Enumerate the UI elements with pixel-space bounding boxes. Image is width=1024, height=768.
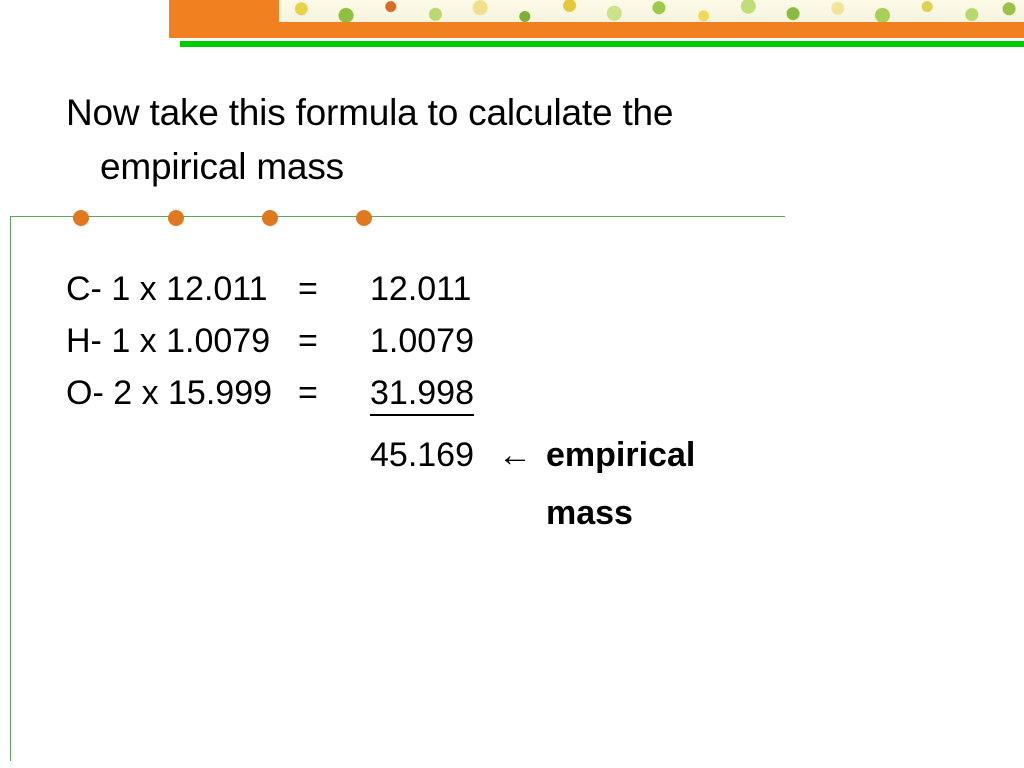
calculation-value-underlined: 31.998 — [370, 374, 474, 416]
annotation-label-line-2: mass — [546, 494, 633, 532]
calculation-total-value: 45.169 — [370, 436, 474, 474]
calculation-block — [66, 270, 695, 546]
calculation-element-term: O- 2 x 15.999 — [66, 374, 273, 412]
calculation-row — [66, 270, 695, 322]
calculation-element-term: H- 1 x 1.0079 — [66, 322, 271, 360]
calculation-total-row — [66, 436, 695, 494]
calculation-element-term: C- 1 x 12.011 — [66, 270, 268, 308]
annotation-indent-spacer — [66, 494, 546, 546]
top-green-accent-line — [180, 41, 1024, 47]
calculation-equals-sign: = — [298, 374, 318, 412]
calculation-value: 1.0079 — [370, 322, 474, 360]
slide-title-line-1: Now take this formula to calculate the — [66, 92, 674, 133]
calculation-equals-sign: = — [298, 270, 318, 308]
decorative-photo-strip — [279, 0, 1024, 22]
calculation-value: 12.011 — [370, 270, 472, 308]
left-vertical-rule — [10, 216, 11, 761]
bullet-dot-icon — [168, 210, 184, 226]
slide-title — [66, 86, 946, 195]
left-arrow-icon: ← — [498, 436, 532, 474]
horizontal-divider-rule — [10, 216, 785, 217]
annotation-label-line-1: empirical — [546, 436, 696, 474]
bullet-dot-icon — [262, 210, 278, 226]
calculation-row — [66, 374, 695, 426]
bullet-dot-icon — [73, 210, 89, 226]
calculation-row — [66, 322, 695, 374]
calculation-equals-sign: = — [298, 322, 318, 360]
slide-title-line-2: empirical mass — [100, 146, 344, 188]
bullet-dot-icon — [356, 210, 372, 226]
calculation-annotation-wrap-row — [66, 494, 695, 546]
